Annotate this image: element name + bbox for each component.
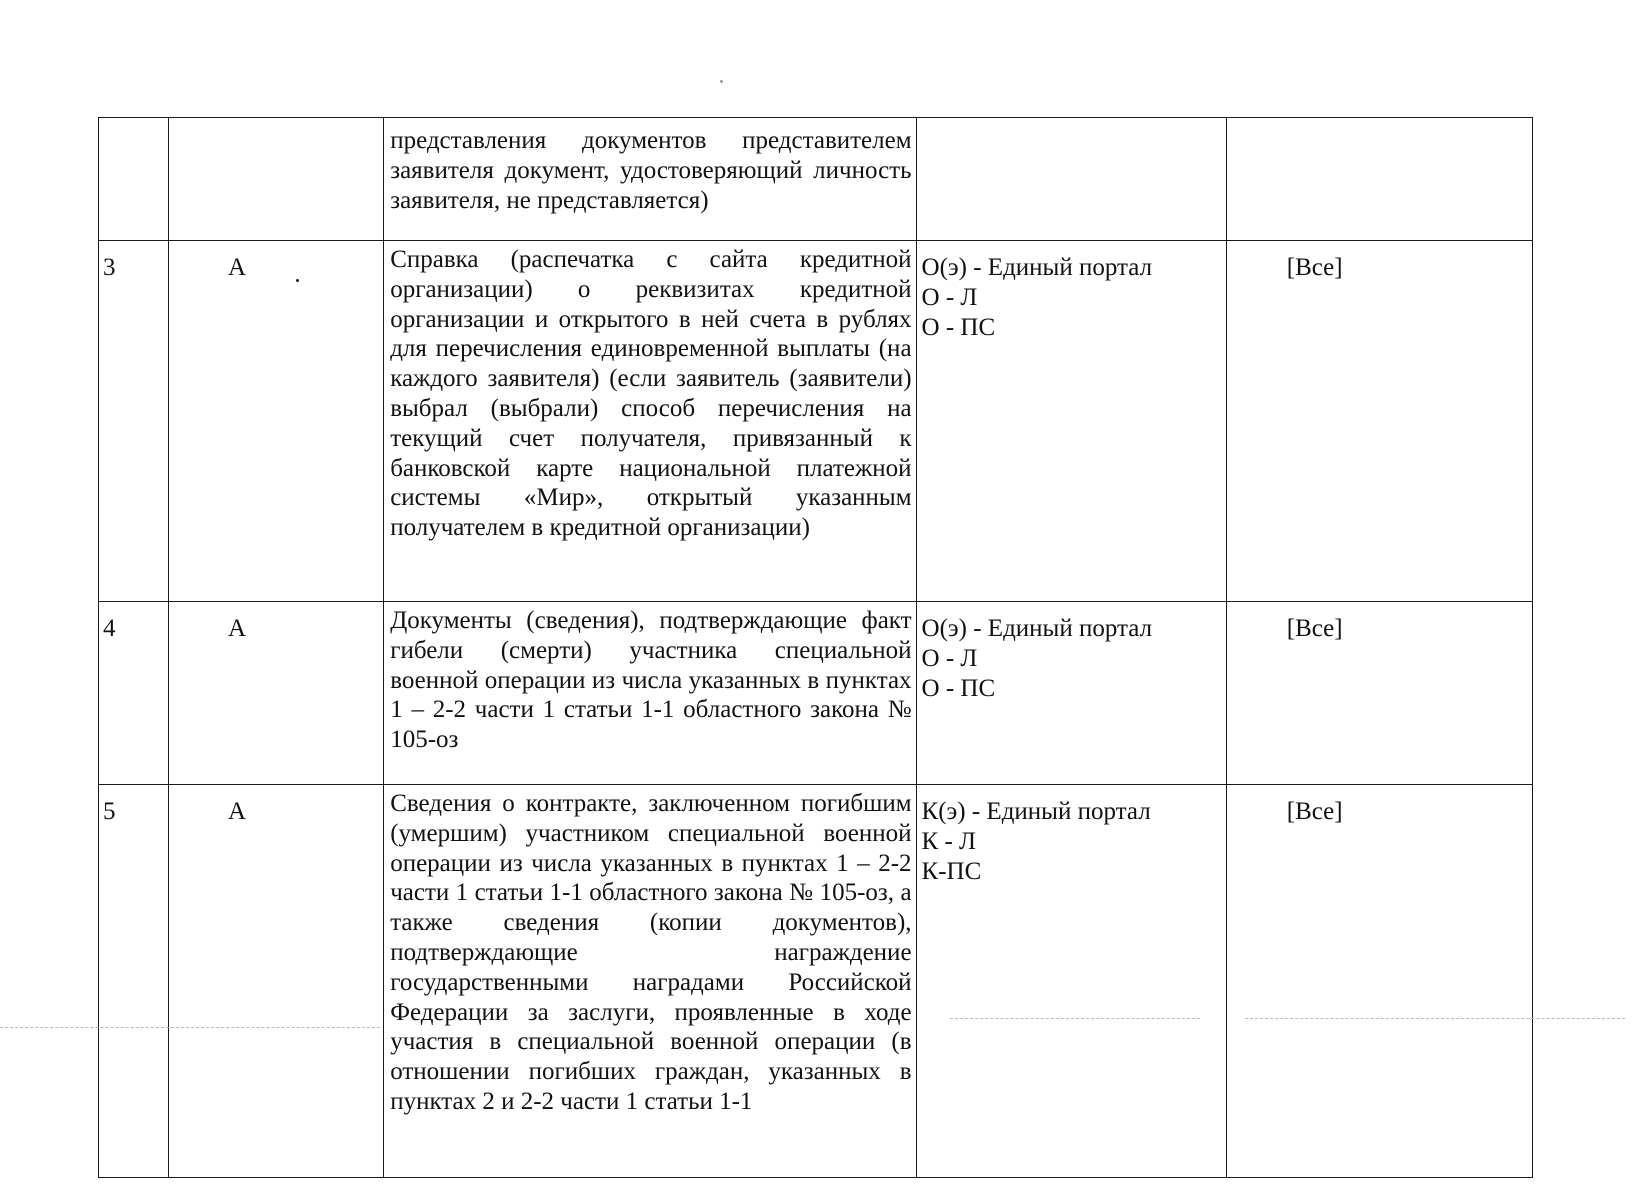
submission-form: О(э) - Единый портал: [921, 615, 1153, 642]
doc-type: А: [228, 254, 247, 281]
doc-type-cell: [169, 118, 384, 241]
description-text: Документы (сведения), подтверждающие факт гибели (смерти) участника специальной военной операции из числа указанных в пунктах 1 – 2-2 части 1 статьи 1-1 областного закона № 105-оз: [390, 607, 912, 754]
applicant-category-cell: [1226, 241, 1532, 602]
submission-form: О - Л: [921, 283, 978, 311]
description-text: представления документов представителем заявителя документ, удостоверяющий личность заявителя, не представляется): [390, 127, 912, 214]
table-row: [99, 602, 1533, 785]
submission-forms-cell: [916, 241, 1226, 602]
table-row: [99, 241, 1533, 602]
submission-forms-cell: [916, 118, 1226, 241]
submission-form: К - Л: [921, 827, 977, 855]
scan-artifact-line: [0, 1027, 380, 1028]
scan-speck: [720, 80, 723, 83]
applicant-category: [Все]: [1286, 615, 1343, 642]
submission-form: О - Л: [921, 644, 978, 672]
row-number-cell: [99, 785, 169, 1178]
doc-type-cell: [169, 241, 384, 602]
description-cell: [384, 785, 916, 1178]
row-number: 4: [103, 615, 116, 642]
scan-speck: [296, 279, 299, 282]
submission-form: О - ПС: [921, 313, 996, 341]
description-text: Сведения о контракте, заключенном погибшим (умершим) участником специальной военной операции из числа указанных в пунктах 1 – 2-2 части 1 статьи 1-1 областного закона № 105-оз, а также сведения (копии документов), подтверждающие награждение государственными наградами Российской Федерации за заслуги, проявленные в ходе участия в специальной военной операции (в отношении погибших граждан, указанных в пунктах 2 и 2-2 части 1 статьи 1-1: [390, 790, 912, 1115]
doc-type: А: [228, 615, 247, 642]
applicant-category-cell: [1226, 785, 1532, 1178]
description-cell: [384, 602, 916, 785]
submission-forms-cell: [916, 785, 1226, 1178]
submission-forms-cell: [916, 602, 1226, 785]
scan-artifact-line: [950, 1018, 1200, 1019]
applicant-category: [Все]: [1286, 798, 1343, 825]
table-row: [99, 785, 1533, 1178]
description-cell: [384, 118, 916, 241]
doc-type-cell: [169, 602, 384, 785]
description-cell: [384, 241, 916, 602]
submission-form: О - ПС: [921, 674, 996, 702]
applicant-category-cell: [1226, 118, 1532, 241]
row-number-cell: [99, 241, 169, 602]
submission-form: О(э) - Единый портал: [921, 254, 1153, 281]
row-number-cell: [99, 602, 169, 785]
scan-artifact-line: [1245, 1018, 1625, 1019]
table-row: [99, 118, 1533, 241]
description-text: Справка (распечатка с сайта кредитной организации) о реквизитах кредитной организации и открытого в ней счета в рублях для перечисления единовременной выплаты (на каждого заявителя) (если заявитель (заявители) выбрал (выбрали) способ перечисления на текущий счет получателя, привязанный к банковской карте национальной платежной системы «Мир», открытый указанным получателем в кредитной организации): [390, 246, 912, 542]
submission-form: К(э) - Единый портал: [921, 798, 1151, 825]
row-number-cell: [99, 118, 169, 241]
applicant-category: [Все]: [1286, 254, 1343, 281]
submission-form: К-ПС: [921, 857, 982, 885]
row-number: 5: [103, 798, 116, 825]
row-number: 3: [103, 254, 116, 281]
doc-type: А: [228, 798, 247, 825]
doc-type-cell: [169, 785, 384, 1178]
applicant-category-cell: [1226, 602, 1532, 785]
